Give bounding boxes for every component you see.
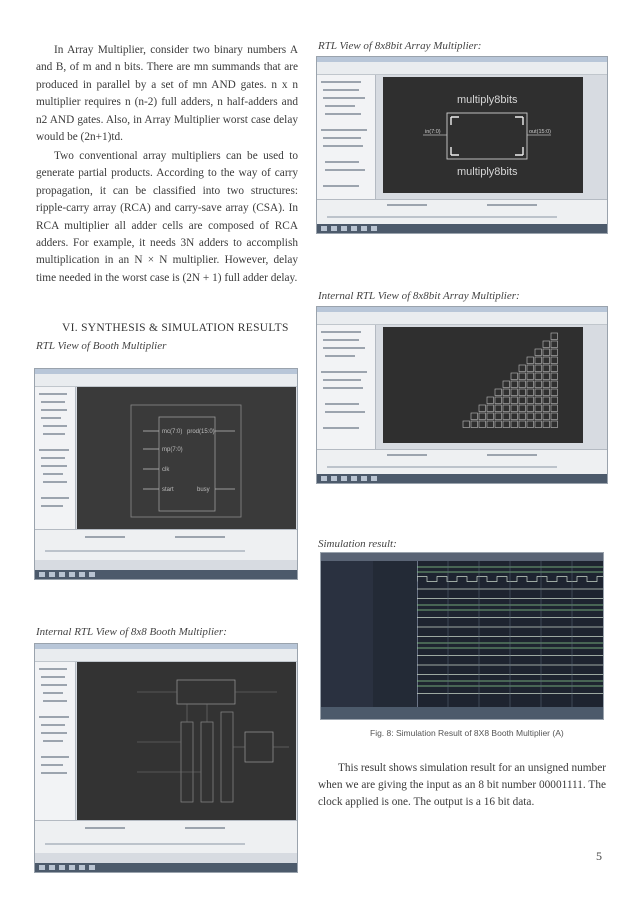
- adder-cell: [479, 421, 486, 428]
- adder-cell: [543, 365, 550, 372]
- adder-cell: [543, 397, 550, 404]
- adder-cell: [551, 365, 558, 372]
- adder-cell: [487, 413, 494, 420]
- adder-cell: [511, 389, 518, 396]
- adder-cell: [551, 389, 558, 396]
- screenshot-array-rtl: [316, 56, 608, 234]
- adder-cell: [527, 413, 534, 420]
- adder-cell: [527, 381, 534, 388]
- port-mc: mc(7:0): [162, 429, 183, 435]
- paragraph-array-multiplier: In Array Multiplier, consider two binary numbers A and B, of m and n bits. There are mn summands that are produced in parallel by a set of mn AND gates. n x n multiplier requires n (n-2) full adders, n half-adders and n2 AND gates. Also, in Array Multiplier worst case delay would be (2n+1)td.: [36, 44, 298, 144]
- adder-cell: [503, 405, 510, 412]
- adder-cell: [503, 397, 510, 404]
- screenshot-simulation: [320, 552, 604, 720]
- taskbar: [35, 863, 297, 872]
- block-title-bottom: multiply8bits: [457, 166, 518, 178]
- adder-cell: [519, 405, 526, 412]
- adder-cell: [551, 421, 558, 428]
- adder-cell: [543, 421, 550, 428]
- adder-cell: [535, 421, 542, 428]
- adder-cell: [551, 381, 558, 388]
- adder-cell: [527, 397, 534, 404]
- adder-cell: [511, 381, 518, 388]
- screenshot-booth-rtl: [34, 368, 298, 580]
- paragraph-simulation-result: This result shows simulation result for an unsigned number when we are giving the input as an 8 bit number 00001111. The clock applied is one. The output is a 16 bit data.: [318, 762, 606, 808]
- adder-cell: [495, 397, 502, 404]
- adder-cell: [495, 421, 502, 428]
- port-start: start: [162, 487, 174, 493]
- adder-cell: [527, 421, 534, 428]
- adder-cell: [535, 349, 542, 356]
- port-prod: prod(15:0): [187, 429, 215, 435]
- port-out: out(15:0): [529, 129, 552, 135]
- screenshot-booth-internal: [34, 643, 298, 873]
- adder-cell: [487, 397, 494, 404]
- left-para-1: [36, 42, 298, 146]
- adder-cell: [527, 357, 534, 364]
- caption-array-internal: Internal RTL View of 8x8bit Array Multiplier:: [318, 290, 520, 302]
- adder-cell: [535, 397, 542, 404]
- adder-cell: [551, 349, 558, 356]
- adder-cell: [535, 365, 542, 372]
- adder-cell: [511, 373, 518, 380]
- taskbar: [35, 570, 297, 579]
- left-para-2: [36, 148, 298, 287]
- adder-cell: [543, 373, 550, 380]
- adder-cell: [535, 357, 542, 364]
- port-clk: clk: [162, 467, 170, 473]
- port-mp: mp(7:0): [162, 447, 183, 453]
- adder-cell: [511, 397, 518, 404]
- adder-cell: [535, 381, 542, 388]
- adder-cell: [495, 389, 502, 396]
- adder-cell: [543, 389, 550, 396]
- array-internal-schematic: [383, 327, 583, 443]
- adder-cell: [551, 333, 558, 340]
- adder-cell: [503, 389, 510, 396]
- adder-cell: [511, 421, 518, 428]
- adder-cell: [503, 421, 510, 428]
- taskbar: [317, 224, 607, 233]
- adder-cell: [551, 341, 558, 348]
- adder-cell: [479, 413, 486, 420]
- adder-cell: [551, 357, 558, 364]
- page-number: 5: [596, 849, 602, 863]
- adder-cell: [487, 405, 494, 412]
- taskbar: [317, 474, 607, 483]
- adder-cell: [487, 421, 494, 428]
- adder-cell: [519, 421, 526, 428]
- port-in: in(7:0): [425, 129, 441, 135]
- adder-cell: [527, 389, 534, 396]
- adder-cell: [503, 413, 510, 420]
- caption-booth-rtl: RTL View of Booth Multiplier: [36, 340, 167, 352]
- paragraph-conventional-array: Two conventional array multipliers can be used to generate partial products. According to the way of carry propagation, it can be classified into two structures: ripple-carry array (RCA) and carry-save array (CSA). In RCA multiplier all adder cells are composed of RCA adders. For example, it needs 3N adders to accomplish multiplication in an N × N multiplier. However, delay time needed in the worst case is (2N + 1) full adder delay.: [36, 150, 298, 284]
- adder-cell: [527, 373, 534, 380]
- adder-cell: [535, 389, 542, 396]
- caption-booth-internal: Internal RTL View of 8x8 Booth Multiplier:: [36, 626, 227, 638]
- adder-cell: [543, 413, 550, 420]
- adder-cell: [543, 405, 550, 412]
- adder-cell: [551, 397, 558, 404]
- adder-cell: [535, 373, 542, 380]
- caption-array-rtl: RTL View of 8x8bit Array Multiplier:: [318, 40, 482, 52]
- adder-cell: [511, 405, 518, 412]
- adder-cell: [551, 413, 558, 420]
- adder-cell: [543, 381, 550, 388]
- adder-cell: [527, 405, 534, 412]
- block-title-top: multiply8bits: [457, 94, 518, 106]
- caption-simulation: Simulation result:: [318, 538, 397, 550]
- waveform-area: [417, 561, 603, 707]
- adder-cell: [495, 413, 502, 420]
- right-para-result: [318, 760, 606, 811]
- adder-cell: [543, 341, 550, 348]
- adder-cell: [471, 421, 478, 428]
- adder-cell: [535, 405, 542, 412]
- booth-rtl-schematic: [77, 387, 296, 529]
- adder-cell: [463, 421, 470, 428]
- array-rtl-schematic: [383, 77, 583, 193]
- adder-cell: [495, 405, 502, 412]
- adder-cell: [519, 373, 526, 380]
- adder-cell: [527, 365, 534, 372]
- adder-cell: [511, 413, 518, 420]
- section-heading: VI. SYNTHESIS & SIMULATION RESULTS: [62, 322, 289, 334]
- adder-cell: [503, 381, 510, 388]
- adder-cell: [519, 381, 526, 388]
- adder-cell: [519, 389, 526, 396]
- figure-caption: Fig. 8: Simulation Result of 8X8 Booth Multiplier (A): [370, 728, 564, 738]
- adder-cell: [535, 413, 542, 420]
- adder-cell: [519, 365, 526, 372]
- adder-cell: [471, 413, 478, 420]
- adder-cell: [543, 357, 550, 364]
- adder-cell: [519, 397, 526, 404]
- booth-internal-schematic: [77, 662, 296, 820]
- port-busy: busy: [197, 487, 210, 493]
- adder-cell: [551, 405, 558, 412]
- screenshot-array-internal: [316, 306, 608, 484]
- adder-cell: [543, 349, 550, 356]
- adder-cell: [551, 373, 558, 380]
- adder-cell: [519, 413, 526, 420]
- adder-cell: [479, 405, 486, 412]
